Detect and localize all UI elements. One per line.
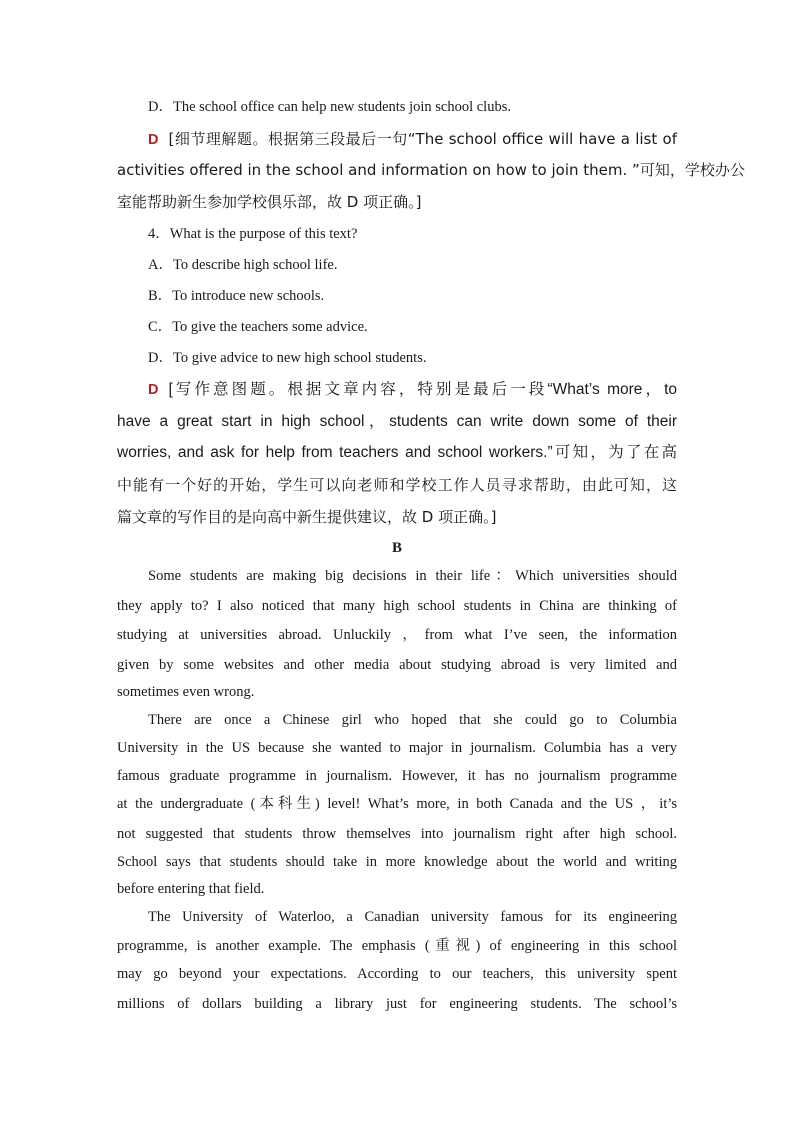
q4-option-b: B．To introduce new schools. (148, 288, 325, 304)
p1-line-3: studying at universities abroad. Unluckily ，from what I’ve seen, the information (117, 627, 677, 643)
q4-option-c: C．To give the teachers some advice. (148, 319, 368, 335)
p2-line-3: famous graduate programme in journalism. However, it has no journalism programme (117, 768, 677, 784)
p2-line-4: at the undergraduate (本科生) level! What’s more, in both Canada and the US ，it’s (117, 796, 677, 812)
p1-line-4: given by some websites and other media about studying abroad is very limited and (117, 657, 677, 673)
p2-line-7: before entering that field. (117, 881, 265, 897)
q3-explanation-line-1 (148, 129, 677, 150)
q3-explanation-text-1: [细节理解题。根据第三段最后一句“The school office will have a list of (168, 130, 677, 148)
q3-answer-letter: D (148, 132, 159, 148)
q4-option-a: A．To describe high school life. (148, 257, 338, 273)
q4-option-d: D．To give advice to new high school students. (148, 350, 427, 366)
q4-question: 4．What is the purpose of this text? (148, 226, 358, 242)
p3-line-3: may go beyond your expectations. According to our teachers, this university spent (117, 966, 677, 982)
q3-explanation-line-3: 室能帮助新生参加学校俱乐部，故 D 项正确。] (117, 193, 422, 211)
p2-line-2: University in the US because she wanted to major in journalism. Columbia has a very (117, 740, 677, 756)
p1-line-1: Some students are making big decisions in their life：Which universities should (148, 568, 677, 584)
q4-explanation-text-1: [写作意图题。根据文章内容，特别是最后一段“What’s more，to (168, 381, 677, 398)
q4-answer-letter: D (148, 382, 159, 398)
p3-line-2: programme, is another example. The emphasis (重视) of engineering in this school (117, 938, 677, 954)
section-b-heading: B (391, 540, 402, 556)
p1-line-2: they apply to? I also noticed that many high school students in China are thinking of (117, 598, 677, 614)
q4-explanation-line-1 (148, 380, 677, 400)
q3-explanation-line-2: activities offered in the school and information on how to join them. ”可知，学校办公 (117, 161, 745, 179)
q4-explanation-line-2: have a great start in high school，students can write down some of their (117, 413, 677, 430)
q3-option-d: D．The school office can help new students join school clubs. (148, 99, 511, 115)
q4-explanation-line-5: 篇文章的写作目的是向高中新生提供建议，故 D 项正确。] (117, 508, 497, 526)
p1-line-5: sometimes even wrong. (117, 684, 255, 700)
p2-line-6: School says that students should take in more knowledge about the world and writing (117, 854, 677, 870)
q4-explanation-line-3: worries, and ask for help from teachers and school workers.”可知，为了在高 (117, 444, 677, 461)
p2-line-5: not suggested that students throw themselves into journalism right after high school. (117, 826, 677, 842)
p3-line-4: millions of dollars building a library just for engineering students. The school’s (117, 996, 677, 1012)
p2-line-1: There are once a Chinese girl who hoped that she could go to Columbia (148, 712, 677, 728)
p3-line-1: The University of Waterloo, a Canadian university famous for its engineering (148, 909, 677, 925)
q4-explanation-line-4: 中能有一个好的开始，学生可以向老师和学校工作人员寻求帮助，由此可知，这 (117, 476, 677, 494)
